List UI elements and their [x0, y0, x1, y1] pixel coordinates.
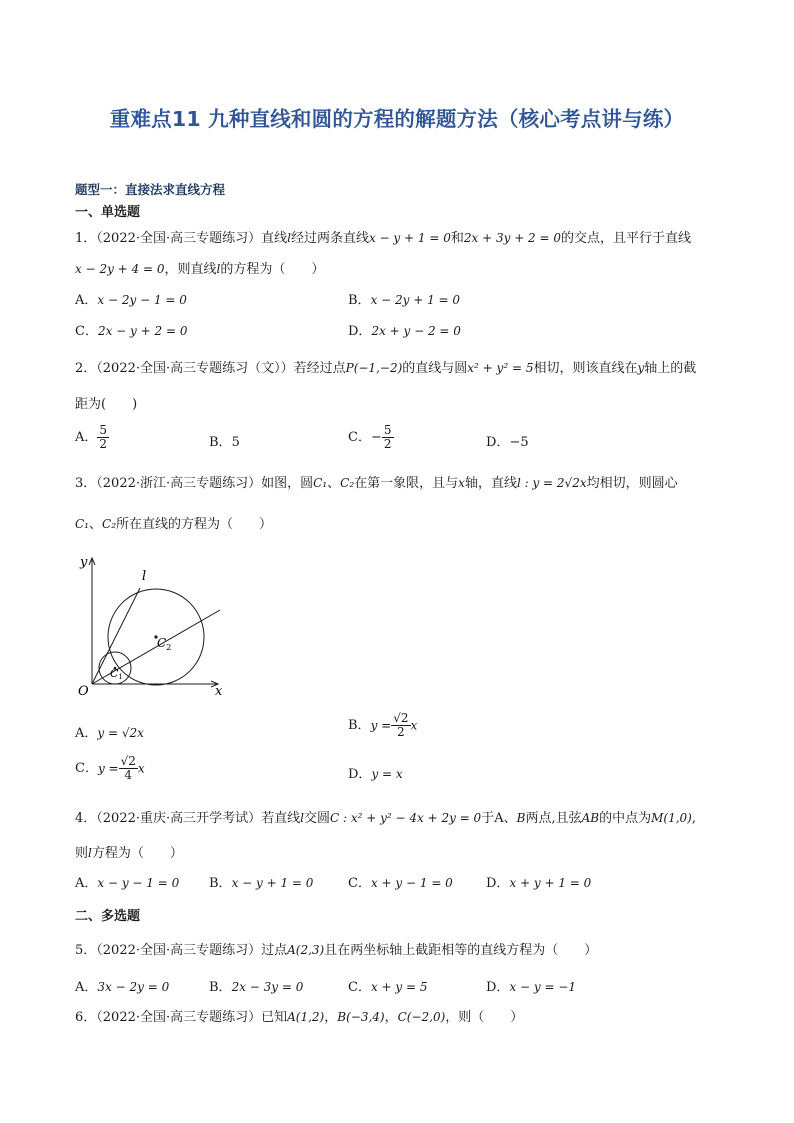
option-text: 2x − y + 2 = 0 [97, 324, 188, 338]
fraction-numerator: 5 [383, 423, 392, 437]
q4-line2-end: 方程为（ ） [91, 846, 183, 861]
origin-label: O [78, 684, 89, 698]
fraction-denominator: 4 [124, 768, 133, 782]
fraction [382, 424, 394, 451]
q2-mid3: 轴上的截 [644, 361, 697, 376]
q1-line2-text: ，则直线 [164, 262, 217, 277]
option-text: x − y − 1 = 0 [97, 876, 180, 890]
question-2-line-1 [75, 357, 696, 376]
option-text: 5 [231, 435, 240, 450]
x-axis-label: x [215, 684, 223, 698]
q2-option-d[interactable] [486, 431, 529, 450]
q4-option-d[interactable] [486, 872, 591, 891]
q5-prefix: 5．（2022·全国·高三专题练习）过点 [75, 943, 288, 958]
q6-prefix: 6．（2022·全国·高三专题练习）已知 [75, 1010, 288, 1025]
q6-C: C(−2,0) [397, 1010, 446, 1024]
q3-prefix: 3．（2022·浙江·高三专题练习）如图，圆 [75, 476, 314, 491]
option-post: x [137, 761, 145, 776]
q5-option-b[interactable] [209, 976, 303, 995]
q4-AB: AB [581, 811, 600, 825]
c2-letter: C [157, 636, 167, 650]
q3-option-a[interactable] [75, 722, 144, 741]
question-4-line-1 [75, 807, 696, 826]
q2-point: P(−1,−2) [345, 361, 403, 375]
q4-sep: 、 [503, 811, 517, 826]
section-single-choice: 一、单选题 [75, 205, 141, 220]
option-text: x + y + 1 = 0 [509, 876, 592, 890]
q2-prefix: 2．（2022·全国·高三专题练习（文））若经过点 [75, 361, 346, 376]
q2-mid2: 相切，则该直线在 [533, 361, 638, 376]
q4-option-b[interactable] [209, 872, 313, 891]
q6-end: ，则（ ） [445, 1010, 524, 1025]
option-label: C． [348, 980, 371, 995]
q3-c2: C₂ [340, 476, 355, 490]
q3-option-b[interactable] [348, 712, 417, 739]
q4-B: B [516, 811, 526, 825]
option-label: D． [348, 324, 372, 339]
q2-y: y [637, 361, 645, 375]
q6-A: A(1,2) [287, 1010, 325, 1024]
q4-line2-pre: 则 [75, 846, 89, 861]
option-text: −5 [509, 435, 529, 450]
q2-circle: x² + y² = 5 [467, 361, 534, 375]
q4-option-c[interactable] [348, 872, 453, 891]
option-text: 3x − 2y = 0 [97, 980, 170, 994]
q4-l: l [300, 811, 304, 825]
y-axis-label: y [80, 555, 88, 570]
option-label: A． [75, 293, 98, 308]
q3-c1: C₁ [313, 476, 328, 490]
fraction-numerator: √2 [120, 754, 136, 768]
option-label: A． [75, 430, 98, 445]
q1-eq2: 2x + 3y + 2 = 0 [463, 231, 562, 245]
option-label: A． [75, 980, 98, 995]
q3-figure [70, 546, 240, 698]
option-text: x − y + 1 = 0 [231, 876, 314, 890]
option-label: D． [486, 876, 510, 891]
q1-option-d[interactable] [348, 320, 461, 339]
q3-mid1: 在第一象限，且与 [354, 476, 459, 491]
q6-comma-2: ， [384, 1010, 398, 1025]
option-text: x + y − 1 = 0 [370, 876, 453, 890]
q3-sep: 、 [327, 476, 341, 491]
q5-option-d[interactable] [486, 976, 576, 995]
q3-option-c[interactable] [75, 755, 145, 782]
q1-eq1: x − y + 1 = 0 [368, 231, 451, 245]
fraction [119, 755, 138, 782]
question-6 [75, 1006, 523, 1025]
option-label: D． [486, 435, 510, 450]
q3-line-eq: l : y = 2√2x [516, 476, 587, 490]
page-title: 重难点11 九种直线和圆的方程的解题方法（核心考点讲与练） [109, 107, 685, 131]
q2-option-c[interactable] [348, 424, 394, 451]
q2-option-b[interactable] [209, 431, 240, 450]
q1-l: l [287, 231, 291, 245]
q4-mid1: 交圆 [303, 811, 330, 826]
q1-line2-l: l [216, 262, 221, 276]
option-pre: y = [97, 761, 119, 776]
q3-mid2: 轴，直线 [464, 476, 517, 491]
q2-mid1: 的直线与圆 [402, 361, 468, 376]
q4-mid3: 两点,且弦 [525, 811, 582, 826]
q1-prefix: 1．（2022·全国·高三专题练习）直线 [75, 231, 288, 246]
option-label: D． [348, 767, 372, 782]
q4-end: , [691, 811, 696, 826]
q1-line2-eq: x − 2y + 4 = 0 [75, 262, 165, 276]
q4-prefix: 4．（2022·重庆·高三开学考试）若直线 [75, 811, 301, 826]
q4-M: M(1,0) [651, 811, 692, 825]
option-label: B． [348, 718, 371, 733]
option-label: A． [75, 726, 98, 741]
option-label: B． [209, 980, 232, 995]
q1-option-c[interactable] [75, 320, 187, 339]
fraction-denominator: 2 [397, 725, 405, 739]
option-text: x − y = −1 [509, 980, 577, 994]
fraction [391, 712, 410, 739]
q4-line2-l: l [88, 846, 92, 860]
question-1-line-2 [75, 258, 324, 277]
q2-option-a[interactable] [75, 424, 109, 451]
q1-mid1: 经过两条直线 [290, 231, 369, 246]
option-label: C． [75, 324, 98, 339]
option-label: B． [209, 435, 232, 450]
option-post: x [410, 718, 418, 733]
q1-option-a[interactable] [75, 289, 187, 308]
question-4-line-2 [75, 842, 183, 861]
c2-subscript: 2 [166, 643, 172, 652]
option-label: B． [209, 876, 232, 891]
fraction-numerator: √2 [393, 711, 409, 725]
option-text: 2x − 3y = 0 [231, 980, 304, 994]
option-label: C． [348, 430, 371, 445]
fraction-denominator: 2 [383, 437, 392, 451]
q5-point: A(2,3) [287, 943, 325, 957]
question-3-line-1 [75, 472, 678, 491]
fraction-denominator: 2 [99, 437, 108, 451]
q5-end: 且在两坐标轴上截距相等的直线方程为（ ） [324, 943, 598, 958]
c2-label [157, 636, 171, 652]
fraction-numerator: 5 [99, 423, 108, 437]
section-multi-choice: 二、多选题 [75, 909, 141, 924]
q3-line2-text: 所在直线的方程为（ ） [116, 517, 273, 532]
option-label: D． [486, 980, 510, 995]
q3-option-d[interactable] [348, 763, 403, 782]
type-heading: 题型一：直接法求直线方程 [75, 182, 226, 197]
line-l-label: l [142, 569, 147, 584]
option-label: C． [348, 876, 371, 891]
question-5 [75, 939, 597, 958]
q1-mid2: 的交点，且平行于直线 [561, 231, 692, 246]
question-3-line-2 [75, 513, 272, 532]
q6-comma-1: ， [324, 1010, 338, 1025]
q5-option-c[interactable] [348, 976, 428, 995]
q4-circle: C : x² + y² − 4x + 2y = 0 [329, 811, 482, 825]
question-1-line-1 [75, 227, 691, 246]
option-label: B． [348, 293, 371, 308]
option-pre: y = [370, 718, 392, 733]
q1-and: 和 [450, 231, 464, 246]
q3-line2-c1: C₁ [75, 517, 89, 531]
q3-mid3: 均相切，则圆心 [586, 476, 678, 491]
c1-subscript: 1 [118, 673, 123, 681]
c1-letter: C [110, 667, 119, 680]
q6-B: B(−3,4) [337, 1010, 385, 1024]
option-text: y = √2x [97, 726, 144, 740]
q4-A: A [494, 811, 504, 826]
q1-option-b[interactable] [348, 289, 460, 308]
q5-option-a[interactable] [75, 976, 169, 995]
q1-line2-end: 的方程为（ ） [220, 262, 325, 277]
option-text: x + y = 5 [370, 980, 428, 994]
option-text: x − 2y − 1 = 0 [97, 293, 187, 307]
question-2-line-2: 距为( ) [75, 397, 138, 412]
q3-line2-sep: 、 [89, 517, 103, 532]
option-label: A． [75, 876, 98, 891]
q3-x: x [458, 476, 465, 490]
fraction [97, 424, 109, 451]
q4-mid2: 于 [481, 811, 495, 826]
option-text: y = x [371, 767, 403, 781]
option-sign: − [370, 430, 382, 445]
option-text: 2x + y − 2 = 0 [371, 324, 461, 338]
option-text: x − 2y + 1 = 0 [370, 293, 461, 307]
q4-option-a[interactable] [75, 872, 179, 891]
option-label: C． [75, 761, 98, 776]
q3-line2-c2: C₂ [102, 517, 117, 531]
q4-mid4: 的中点为 [599, 811, 652, 826]
